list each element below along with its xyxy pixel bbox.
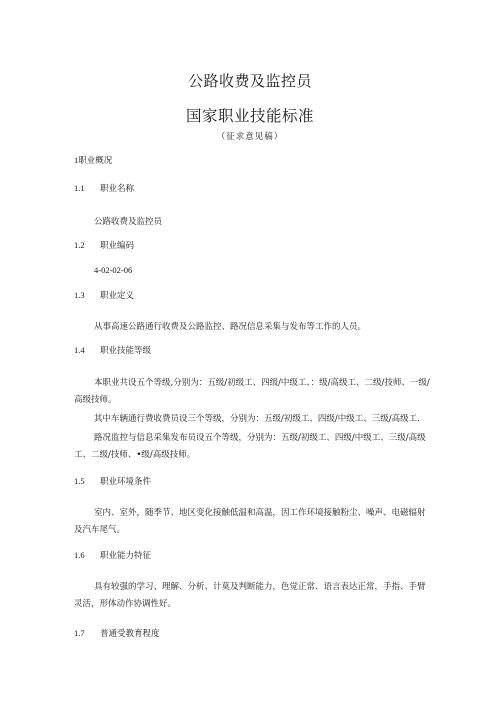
section-title: 职业技能等级	[100, 346, 152, 356]
section-content-1-3: 从事高速公路通行收费及公路监控、路况信息采集与发布等工作的人员。	[94, 322, 367, 332]
section-number: 1.4	[74, 345, 85, 355]
section-heading-1-7	[74, 627, 160, 639]
section-content-1-6: 具有较强的学习、理解、分析、计莫及判断能力，色觉正常、语言表达正常，手指、手臂灵活，形体动作协调性好。	[74, 582, 426, 609]
section-title: 职业定义	[100, 291, 135, 301]
chapter-heading	[74, 154, 112, 166]
paragraph-levels-toll-collector: 其中车辆通行费收费员设三个等级，分别为：五级/初级工、四级/中级工、三级/高级工.	[94, 414, 420, 424]
paragraph-levels-overall: 本职业共设五个等级,分别为：五级/初级工、四级/中级工、：级/高级工、二级/技师、一级/高级技师。	[74, 378, 430, 405]
section-title: 职业编码	[100, 241, 135, 251]
document-title-line2: 国家职业技能标准	[185, 107, 314, 125]
section-number: 1.3	[74, 290, 85, 300]
section-heading-1-6	[74, 549, 151, 561]
section-heading-1-2	[74, 239, 134, 251]
section-heading-1-3	[74, 289, 134, 301]
section-content-1-2: 4-02-02-06	[94, 265, 133, 275]
chapter-title: 职业概况	[78, 156, 113, 166]
section-number: 1.7	[74, 628, 85, 638]
section-content-1-1: 公路收费及监控员	[94, 217, 163, 227]
section-number: 1.6	[74, 550, 85, 560]
section-heading-1-1	[74, 182, 134, 194]
section-number: 1.2	[74, 240, 85, 250]
section-heading-1-4	[74, 344, 151, 356]
section-title: 职业名称	[100, 184, 135, 194]
section-number: 1.5	[74, 476, 85, 486]
section-title: 职业能力特征	[100, 551, 152, 561]
section-content-1-5: 室内、室外，随季节、地区变化接触低温和高温，因工作环境接触粉尘、噪声、电磁辐射及汽车尾气。	[74, 508, 426, 535]
document-title-line1: 公路收费及监控员	[187, 72, 312, 90]
section-number: 1.1	[74, 183, 85, 193]
section-title: 普通受教育程度	[100, 629, 160, 639]
section-heading-1-5	[74, 475, 151, 487]
chapter-number: 1	[74, 155, 79, 165]
paragraph-levels-monitor: 路况监控与信息采集发布员设五个等级，分别为：五级/初级工、四级/中级工、三级/高级工、二级/技师、•级/高级技师。	[74, 433, 426, 460]
document-subtitle: （征求意见稿）	[216, 132, 284, 142]
section-title: 职业环境条件	[100, 477, 152, 487]
